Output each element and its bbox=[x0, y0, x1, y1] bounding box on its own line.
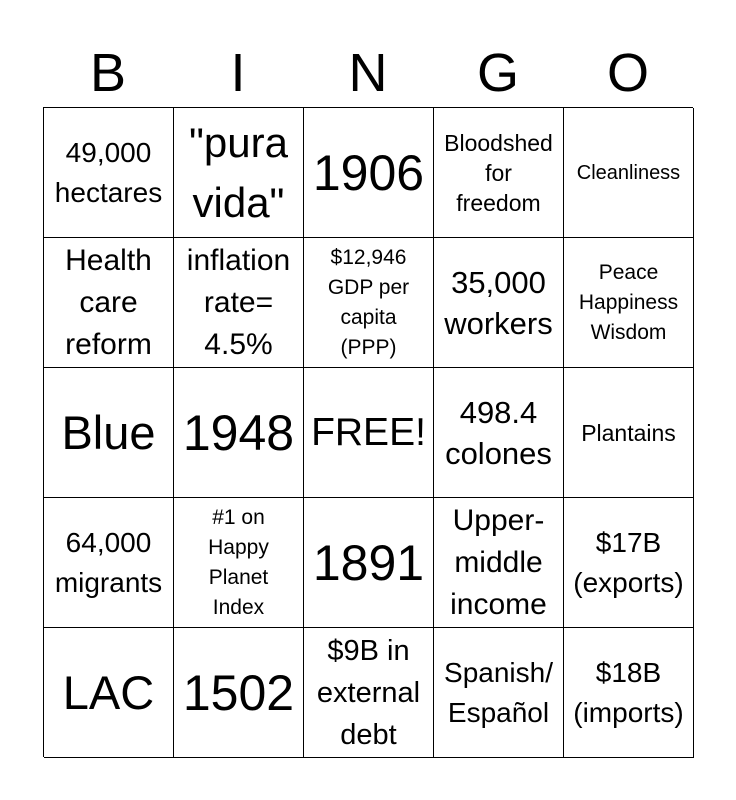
bingo-cell[interactable] bbox=[304, 238, 434, 368]
cell-text: 1948 bbox=[182, 404, 295, 461]
cell-text: inflation rate= 4.5% bbox=[186, 243, 291, 361]
bingo-cell[interactable] bbox=[564, 498, 694, 628]
bingo-cell[interactable] bbox=[434, 108, 564, 238]
cell-text: Cleanliness bbox=[576, 161, 681, 184]
cell-text: 35,000 workers bbox=[444, 264, 553, 341]
cell-text: Blue bbox=[61, 405, 156, 459]
bingo-cell[interactable] bbox=[44, 628, 174, 758]
header-letter-i: I bbox=[230, 43, 246, 103]
bingo-cell[interactable] bbox=[174, 238, 304, 368]
cell-text: $18B (imports) bbox=[573, 656, 684, 728]
cell-text: "pura vida" bbox=[189, 118, 288, 226]
bingo-cell[interactable] bbox=[44, 108, 174, 238]
cell-text: 49,000 hectares bbox=[54, 136, 163, 208]
bingo-cell[interactable] bbox=[174, 628, 304, 758]
bingo-board bbox=[43, 107, 693, 757]
cell-text: Health care reform bbox=[65, 243, 152, 361]
bingo-header bbox=[43, 40, 693, 106]
bingo-cell[interactable] bbox=[304, 628, 434, 758]
free-space[interactable] bbox=[304, 368, 434, 498]
bingo-cell[interactable] bbox=[434, 498, 564, 628]
bingo-cell[interactable] bbox=[44, 498, 174, 628]
cell-text: FREE! bbox=[311, 410, 426, 454]
cell-text: 498.4 colones bbox=[445, 394, 552, 471]
cell-text: $12,946 GDP per capita (PPP) bbox=[327, 245, 410, 359]
cell-text: Bloodshed for freedom bbox=[444, 129, 553, 216]
bingo-cell[interactable] bbox=[44, 368, 174, 498]
cell-text: $17B (exports) bbox=[573, 526, 684, 598]
cell-text: #1 on Happy Planet Index bbox=[208, 505, 269, 619]
cell-text: 1502 bbox=[182, 664, 295, 721]
bingo-cell[interactable] bbox=[174, 368, 304, 498]
bingo-cell[interactable] bbox=[304, 498, 434, 628]
header-letter-n: N bbox=[348, 43, 388, 103]
header-letter-g: G bbox=[476, 43, 519, 103]
bingo-cell[interactable] bbox=[304, 108, 434, 238]
bingo-cell[interactable] bbox=[564, 108, 694, 238]
cell-text: Plantains bbox=[581, 419, 676, 446]
bingo-cell[interactable] bbox=[174, 108, 304, 238]
bingo-cell[interactable] bbox=[44, 238, 174, 368]
cell-text: Peace Happiness Wisdom bbox=[578, 260, 679, 344]
cell-text: Upper- middle income bbox=[450, 503, 547, 621]
cell-text: $9B in external debt bbox=[316, 634, 421, 751]
bingo-cell[interactable] bbox=[564, 628, 694, 758]
bingo-cell[interactable] bbox=[174, 498, 304, 628]
bingo-cell[interactable] bbox=[434, 238, 564, 368]
header-letter-b: B bbox=[89, 43, 127, 103]
cell-text: 64,000 migrants bbox=[54, 526, 163, 598]
cell-text: LAC bbox=[62, 665, 155, 719]
cell-text: 1891 bbox=[312, 534, 425, 591]
bingo-cell[interactable] bbox=[434, 368, 564, 498]
bingo-cell[interactable] bbox=[564, 238, 694, 368]
cell-text: 1906 bbox=[312, 144, 425, 201]
bingo-cell[interactable] bbox=[434, 628, 564, 758]
cell-text: Spanish/ Español bbox=[444, 656, 553, 728]
header-letter-o: O bbox=[606, 43, 649, 103]
bingo-cell[interactable] bbox=[564, 368, 694, 498]
